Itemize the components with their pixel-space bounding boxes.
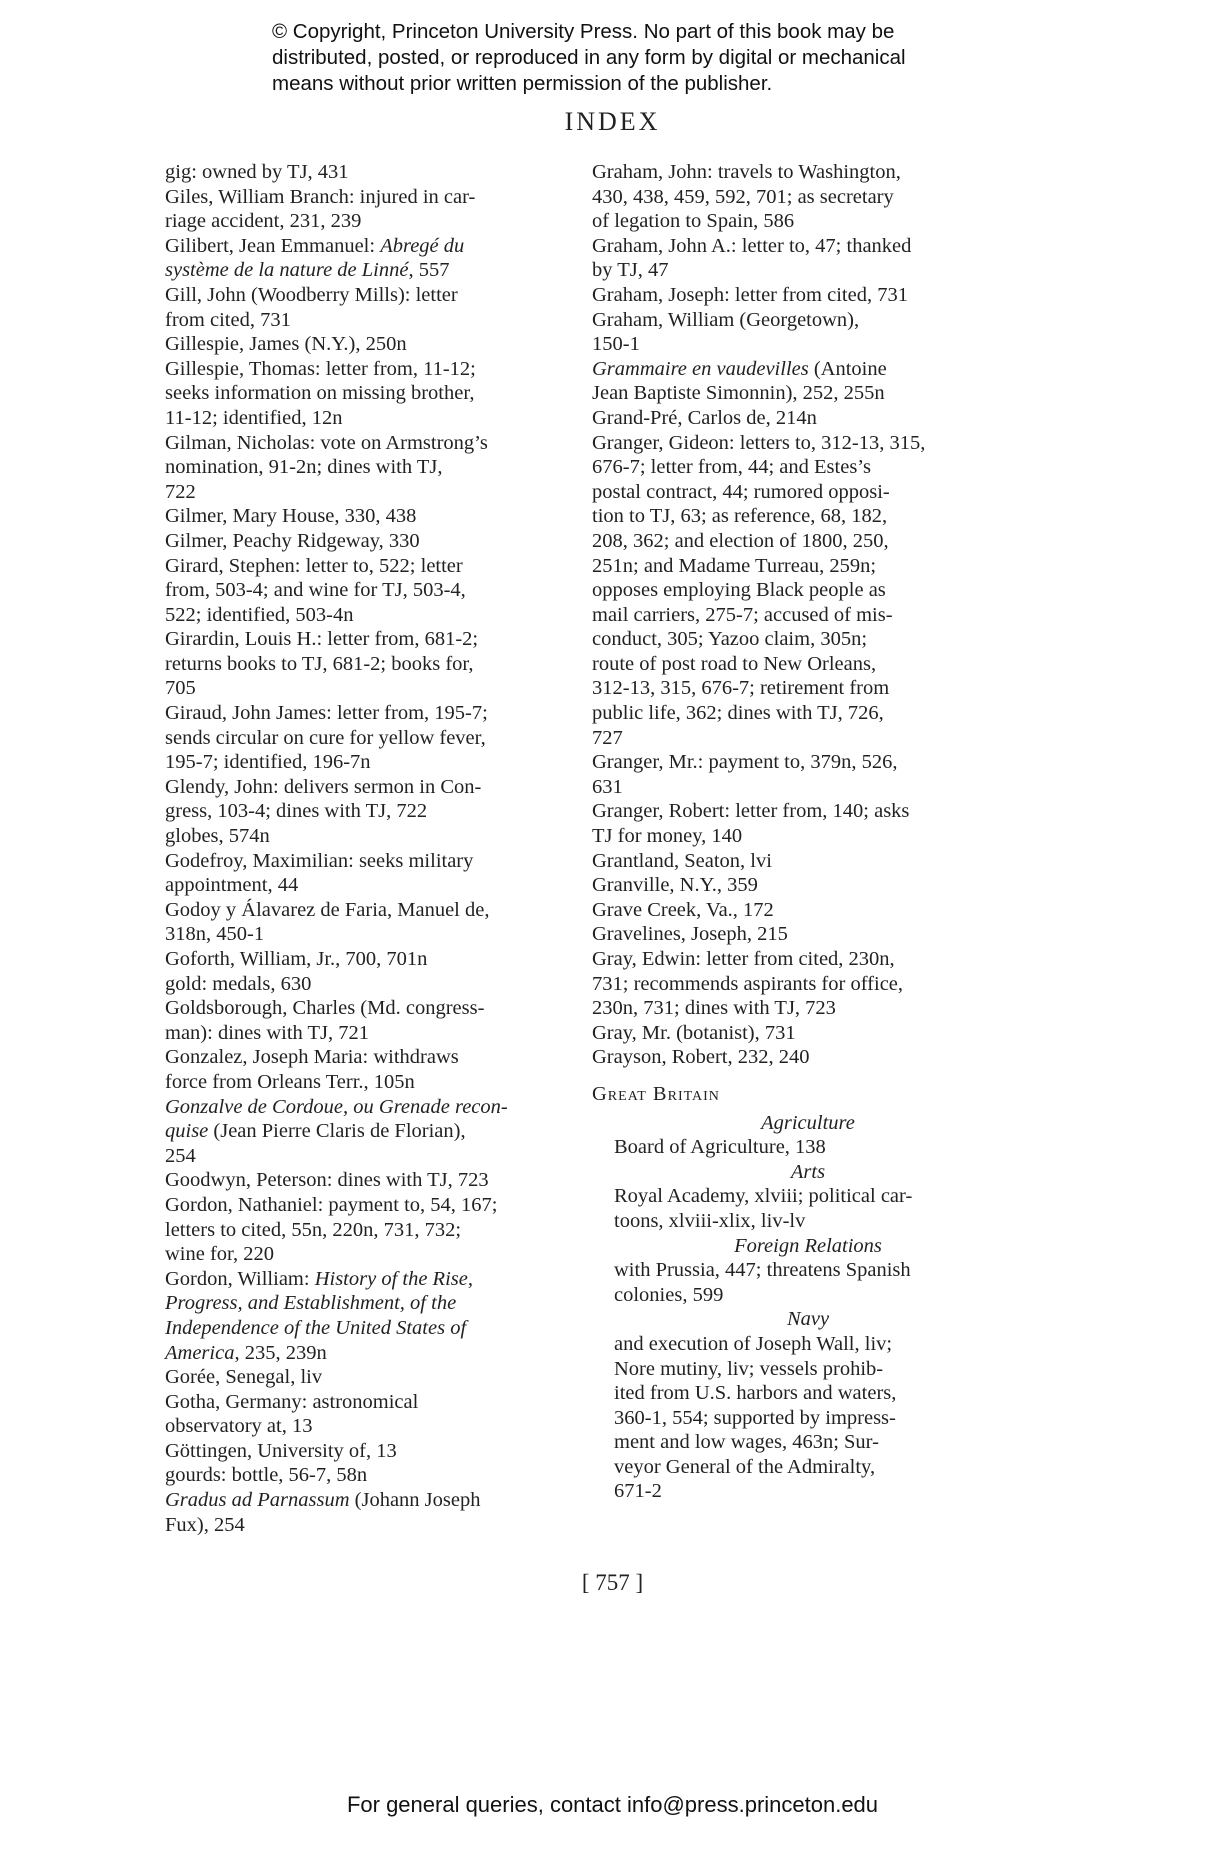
- index-entry-line: from, 503-4; and wine for TJ, 503-4,: [165, 579, 466, 602]
- index-entry-line: 731; recommends aspirants for office,: [592, 972, 904, 995]
- index-entry-line: Gray, Edwin: letter from cited, 230n,: [592, 948, 895, 970]
- index-entry: [165, 775, 565, 824]
- index-entry: [614, 1258, 1002, 1307]
- index-entry: [592, 873, 1002, 898]
- index-entry-line: ment and low wages, 463n; Sur-: [614, 1431, 879, 1454]
- subsection-heading: Agriculture: [761, 1111, 855, 1134]
- index-entry-line: Graham, John A.: letter to, 47; thanked: [592, 234, 912, 257]
- index-entry-line: Royal Academy, xlviii; political car-: [614, 1185, 913, 1208]
- index-entry: [165, 1168, 565, 1193]
- index-entry: [592, 1045, 1002, 1070]
- index-entry-line: Graham, John: travels to Washington,: [592, 161, 901, 183]
- index-entry-line: opposes employing Black people as: [592, 579, 886, 602]
- index-entry-line: 631: [592, 775, 623, 798]
- index-entry-line: Grave Creek, Va., 172: [592, 898, 774, 921]
- index-entry-line: 312-13, 315, 676-7; retirement from: [592, 677, 890, 700]
- index-entry-line: Fux), 254: [165, 1513, 245, 1536]
- index-entry-line: Gorée, Senegal, liv: [165, 1366, 323, 1389]
- index-entry-line: 360-1, 554; supported by impress-: [614, 1406, 896, 1429]
- index-entry-line: Gray, Mr. (botanist), 731: [592, 1021, 796, 1044]
- index-entry-line: gig: owned by TJ, 431: [165, 161, 349, 183]
- index-entry-line: Nore mutiny, liv; vessels prohib-: [614, 1357, 884, 1380]
- section-heading: Great Britain: [592, 1082, 720, 1105]
- index-entry-line: 705: [165, 677, 196, 700]
- index-entry-line: veyor General of the Admiralty,: [614, 1455, 876, 1478]
- index-entry-line: conduct, 305; Yazoo claim, 305n;: [592, 628, 868, 651]
- index-entry-line: 150-1: [592, 333, 640, 356]
- copyright-notice: [272, 19, 1032, 97]
- index-entry-line: TJ for money, 140: [592, 825, 743, 848]
- index-entry-line: Grammaire en vaudevilles (Antoine: [592, 357, 887, 380]
- index-entry-line: 11-12; identified, 12n: [165, 406, 343, 429]
- index-entry: [592, 947, 1002, 1021]
- index-entry-line: seeks information on missing brother,: [165, 382, 475, 405]
- index-entry: [592, 799, 1002, 848]
- index-entry-line: 254: [165, 1144, 196, 1167]
- subsection-heading: Arts: [790, 1160, 826, 1183]
- index-entry-line: Gordon, William: History of the Rise,: [165, 1267, 473, 1290]
- index-entry: [592, 849, 1002, 874]
- index-entry-line: from cited, 731: [165, 308, 291, 331]
- index-entry-line: with Prussia, 447; threatens Spanish: [614, 1259, 911, 1282]
- index-entry-line: wine for, 220: [165, 1243, 275, 1266]
- index-entry-line: Granger, Mr.: payment to, 379n, 526,: [592, 751, 898, 774]
- index-entry-line: Granger, Gideon: letters to, 312-13, 315,: [592, 431, 926, 454]
- index-entry: [165, 554, 565, 628]
- page-number: [ 757 ]: [581, 1570, 644, 1595]
- index-entry-line: Independence of the United States of: [165, 1316, 467, 1339]
- index-entry: [614, 1332, 1002, 1504]
- index-entry-line: 727: [592, 726, 623, 749]
- index-entry: [165, 504, 565, 529]
- index-entry-line: Board of Agriculture, 138: [614, 1136, 826, 1159]
- index-entry-line: of legation to Spain, 586: [592, 210, 795, 233]
- index-entry-line: Granger, Robert: letter from, 140; asks: [592, 800, 910, 823]
- copyright-line: distributed, posted, or reproduced in any form by digital or mechanical: [272, 46, 906, 69]
- index-entry: [592, 922, 1002, 947]
- index-entry-line: America, 235, 239n: [165, 1341, 327, 1364]
- index-entry-line: Jean Baptiste Simonnin), 252, 255n: [592, 382, 885, 405]
- index-entry-line: Granville, N.Y., 359: [592, 874, 758, 897]
- subsection-heading: Navy: [786, 1308, 830, 1331]
- copyright-line: means without prior written permission of the publisher.: [272, 72, 773, 95]
- index-entry-line: 195-7; identified, 196-7n: [165, 751, 371, 774]
- index-entry-line: 251n; and Madame Turreau, 259n;: [592, 554, 877, 577]
- index-entry-line: Gravelines, Joseph, 215: [592, 923, 788, 946]
- index-entry-line: sends circular on cure for yellow fever,: [165, 726, 486, 749]
- index-entry-line: gold: medals, 630: [165, 972, 312, 995]
- index-entry-line: Progress, and Establishment, of the: [165, 1292, 457, 1315]
- index-entry: [165, 1095, 565, 1169]
- index-entry: [165, 1267, 565, 1365]
- index-entry-line: système de la nature de Linné, 557: [165, 259, 450, 282]
- index-entry-line: and execution of Joseph Wall, liv;: [614, 1332, 893, 1355]
- index-entry-line: Glendy, John: delivers sermon in Con-: [165, 775, 482, 798]
- index-entry-line: Gill, John (Woodberry Mills): letter: [165, 283, 458, 306]
- index-entry-line: Goodwyn, Peterson: dines with TJ, 723: [165, 1169, 489, 1192]
- index-entry: [165, 947, 565, 972]
- index-entry-line: Grayson, Robert, 232, 240: [592, 1046, 810, 1069]
- index-entry: [592, 160, 1002, 234]
- index-entry-line: toons, xlviii-xlix, liv-lv: [614, 1209, 806, 1232]
- index-entry: [165, 529, 565, 554]
- index-entry-line: appointment, 44: [165, 874, 299, 897]
- index-entry: [165, 996, 565, 1045]
- index-entry-line: Gillespie, James (N.Y.), 250n: [165, 333, 407, 356]
- index-entry-line: Giraud, John James: letter from, 195-7;: [165, 702, 488, 725]
- footer-contact: For general queries, contact info@press.princeton.edu: [346, 1792, 879, 1817]
- index-entry: [165, 898, 565, 947]
- index-entry-line: Godoy y Álavarez de Faria, Manuel de,: [165, 898, 490, 921]
- index-entry: [165, 357, 565, 431]
- subsection-heading: Foreign Relations: [734, 1234, 882, 1257]
- index-entry-line: tion to TJ, 63; as reference, 68, 182,: [592, 505, 888, 528]
- index-entry: [165, 431, 565, 505]
- index-entry: [165, 849, 565, 898]
- index-entry: [165, 1045, 565, 1094]
- index-entry: [592, 283, 1002, 308]
- index-entry-line: 230n, 731; dines with TJ, 723: [592, 997, 836, 1020]
- index-entry-line: Godefroy, Maximilian: seeks military: [165, 849, 474, 872]
- index-column-right: [592, 160, 1002, 1504]
- index-entry: [592, 898, 1002, 923]
- index-entry-line: Gordon, Nathaniel: payment to, 54, 167;: [165, 1193, 498, 1216]
- index-entry-line: route of post road to New Orleans,: [592, 652, 877, 675]
- index-entry: [165, 972, 565, 997]
- index-entry-line: colonies, 599: [614, 1283, 724, 1306]
- index-entry: [165, 1439, 565, 1464]
- index-entry: [165, 627, 565, 701]
- index-entry: [165, 160, 565, 185]
- index-entry-line: quise (Jean Pierre Claris de Florian),: [165, 1120, 466, 1143]
- index-entry-line: Gilmer, Mary House, 330, 438: [165, 505, 417, 528]
- index-entry: [592, 406, 1002, 431]
- index-entry: [165, 283, 565, 332]
- index-entry-line: 722: [165, 480, 196, 503]
- index-entry-line: Gilibert, Jean Emmanuel: Abregé du: [165, 234, 465, 257]
- index-entry: [165, 185, 565, 234]
- index-entry: [165, 1365, 565, 1390]
- index-entry-line: Graham, Joseph: letter from cited, 731: [592, 283, 908, 306]
- index-entry-line: Gilmer, Peachy Ridgeway, 330: [165, 529, 420, 552]
- index-entry-line: Göttingen, University of, 13: [165, 1439, 397, 1462]
- index-entry-line: 522; identified, 503-4n: [165, 603, 354, 626]
- index-entry: [592, 750, 1002, 799]
- index-entry-line: force from Orleans Terr., 105n: [165, 1070, 415, 1093]
- index-entry-line: Gonzalve de Cordoue, ou Grenade recon-: [165, 1095, 508, 1118]
- index-entry-line: Gradus ad Parnassum (Johann Joseph: [165, 1489, 481, 1512]
- index-entry-line: Gotha, Germany: astronomical: [165, 1390, 419, 1413]
- index-entry-line: 676-7; letter from, 44; and Estes’s: [592, 456, 871, 479]
- index-entry: [165, 1193, 565, 1267]
- index-entry-line: Graham, William (Georgetown),: [592, 308, 860, 331]
- index-entry-line: Girard, Stephen: letter to, 522; letter: [165, 554, 463, 577]
- index-entry-line: public life, 362; dines with TJ, 726,: [592, 702, 884, 725]
- index-entry-line: ited from U.S. harbors and waters,: [614, 1382, 897, 1405]
- index-entry-line: Giles, William Branch: injured in car-: [165, 185, 476, 208]
- index-entry-line: letters to cited, 55n, 220n, 731, 732;: [165, 1218, 462, 1241]
- index-entry: [165, 332, 565, 357]
- index-entry: [592, 357, 1002, 406]
- index-entry-line: 671-2: [614, 1480, 662, 1503]
- copyright-line: © Copyright, Princeton University Press. No part of this book may be: [272, 20, 895, 43]
- index-entry-line: postal contract, 44; rumored opposi-: [592, 480, 890, 503]
- index-entry-line: Gilman, Nicholas: vote on Armstrong’s: [165, 431, 488, 454]
- index-entry-line: Grantland, Seaton, lvi: [592, 849, 772, 872]
- index-entry-line: returns books to TJ, 681-2; books for,: [165, 652, 474, 675]
- page-title: INDEX: [564, 107, 661, 136]
- index-entry-line: gress, 103-4; dines with TJ, 722: [165, 800, 428, 823]
- index-entry: [165, 1488, 565, 1537]
- index-entry-line: observatory at, 13: [165, 1415, 313, 1438]
- index-entry-line: Gonzalez, Joseph Maria: withdraws: [165, 1046, 459, 1069]
- index-entry: [592, 431, 1002, 751]
- index-entry-line: globes, 574n: [165, 825, 270, 848]
- index-entry: [592, 1021, 1002, 1046]
- index-entry-line: Gillespie, Thomas: letter from, 11-12;: [165, 357, 476, 380]
- index-entry-line: 430, 438, 459, 592, 701; as secretary: [592, 185, 894, 208]
- index-entry-line: gourds: bottle, 56-7, 58n: [165, 1464, 368, 1487]
- index-entry-line: 208, 362; and election of 1800, 250,: [592, 529, 889, 552]
- index-entry: [165, 1390, 565, 1439]
- index-entry: [592, 308, 1002, 357]
- index-entry: [165, 824, 565, 849]
- index-entry: [165, 234, 565, 283]
- index-entry: [614, 1135, 1002, 1160]
- index-entry-line: nomination, 91-2n; dines with TJ,: [165, 456, 443, 479]
- index-entry-line: by TJ, 47: [592, 259, 669, 282]
- index-entry-line: Girardin, Louis H.: letter from, 681-2;: [165, 628, 479, 651]
- index-entry-line: Grand-Pré, Carlos de, 214n: [592, 406, 817, 429]
- index-entry: [165, 1463, 565, 1488]
- index-entry-line: man): dines with TJ, 721: [165, 1021, 370, 1044]
- index-entry-line: 318n, 450-1: [165, 923, 265, 946]
- index-entry: [592, 234, 1002, 283]
- index-entry-line: mail carriers, 275-7; accused of mis-: [592, 603, 893, 626]
- index-column-left: [165, 160, 565, 1537]
- index-entry: [165, 701, 565, 775]
- index-entry-line: riage accident, 231, 239: [165, 210, 362, 233]
- index-entry: [614, 1184, 1002, 1233]
- index-entry-line: Goforth, William, Jr., 700, 701n: [165, 948, 428, 970]
- index-entry-line: Goldsborough, Charles (Md. congress-: [165, 997, 485, 1020]
